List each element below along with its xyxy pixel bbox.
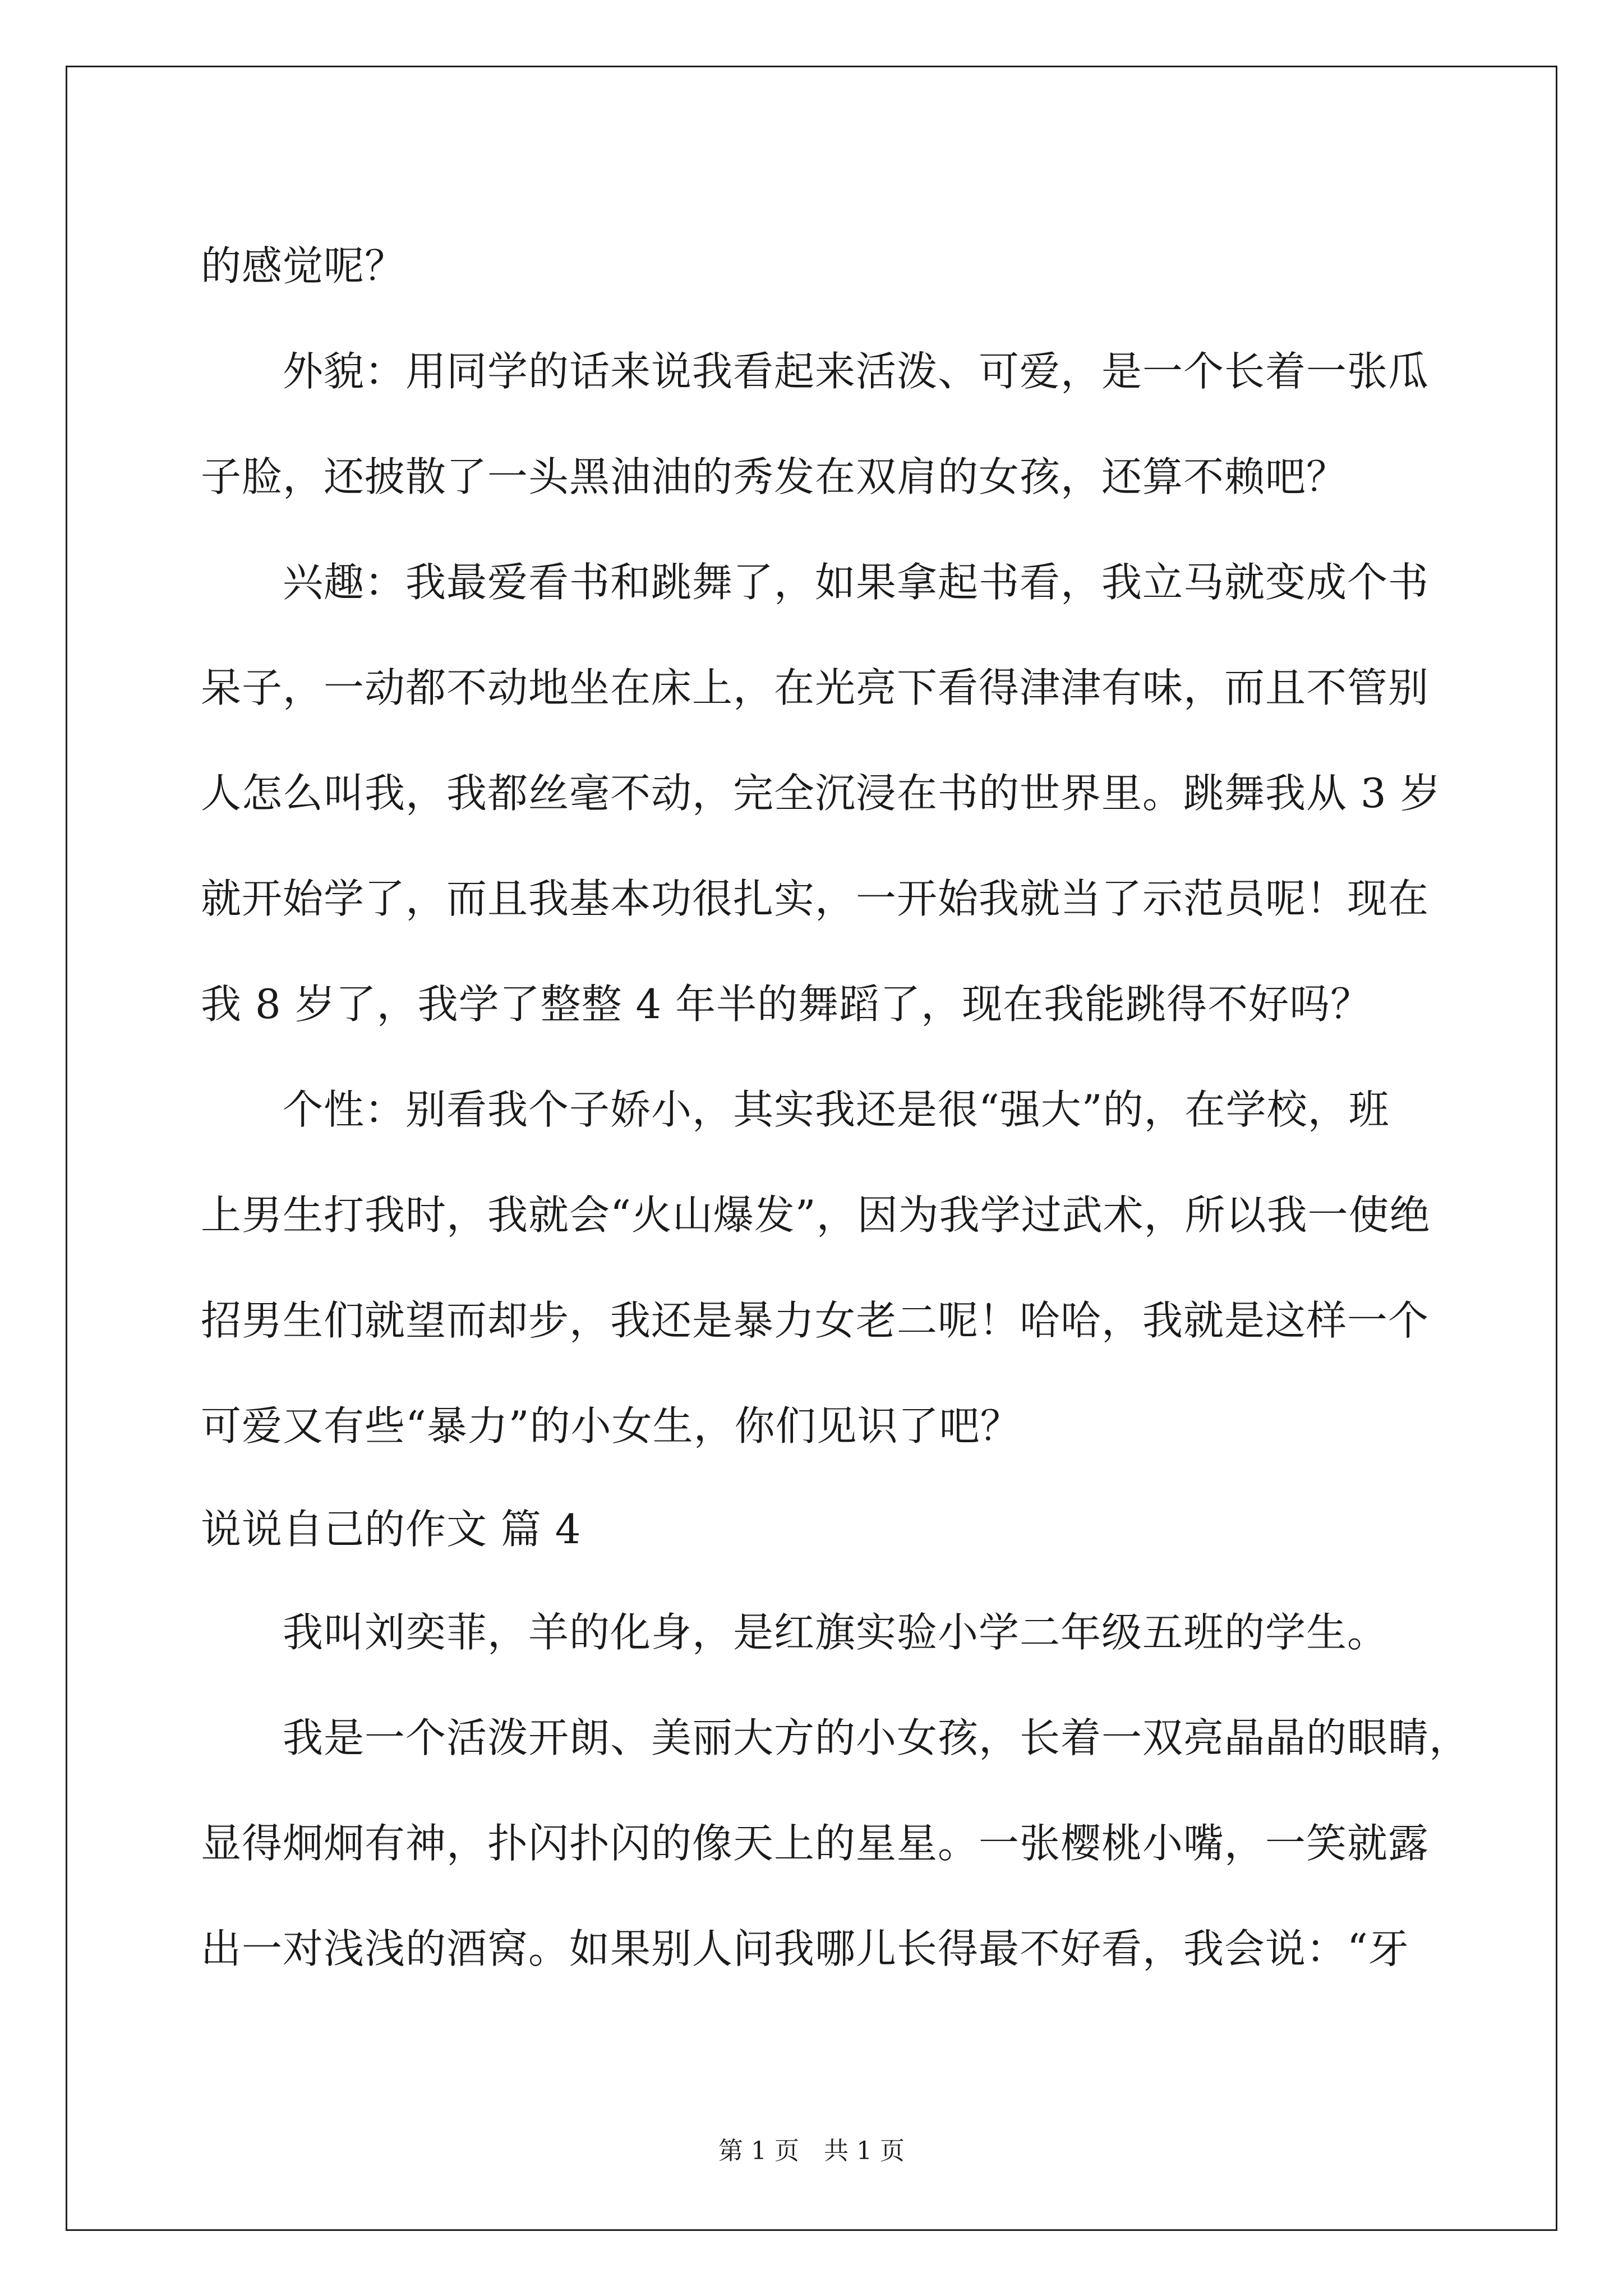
page-footer <box>0 2134 1623 2168</box>
text-line: 人怎么叫我，我都丝毫不动，完全沉浸在书的世界里。跳舞我从 3 岁 <box>201 770 1441 817</box>
text-line: 显得炯炯有神，扑闪扑闪的像天上的星星。一张樱桃小嘴，一笑就露 <box>201 1820 1430 1867</box>
text-line: 子脸，还披散了一头黑油油的秀发在双肩的女孩，还算不赖吧？ <box>201 453 1348 500</box>
text-line: 个性：别看我个子娇小，其实我还是很“强大”的，在学校，班 <box>283 1086 1390 1133</box>
page-number: 第 1 页 <box>718 2137 799 2165</box>
document-body <box>201 213 1470 2001</box>
text-line: 兴趣：我最爱看书和跳舞了，如果拿起书看，我立马就变成个书 <box>283 559 1430 606</box>
text-line: 外貌：用同学的话来说我看起来活泼、可爱，是一个长着一张瓜 <box>283 348 1430 395</box>
text-line: 我 8 岁了，我学了整整 4 年半的舞蹈了，现在我能跳得不好吗？ <box>201 981 1372 1028</box>
text-line: 我叫刘奕菲，羊的化身，是红旗实验小学二年级五班的学生。 <box>283 1609 1389 1656</box>
text-line: 招男生们就望而却步，我还是暴力女老二呢！哈哈，我就是这样一个 <box>201 1297 1430 1344</box>
text-line: 上男生打我时，我就会“火山爆发”，因为我学过武术，所以我一使绝 <box>201 1191 1431 1239</box>
text-line: 呆子，一动都不动地坐在床上，在光亮下看得津津有味，而且不管别 <box>201 664 1430 711</box>
text-line: 的感觉呢？ <box>201 242 406 289</box>
section-heading: 说说自己的作文 篇 4 <box>201 1506 582 1553</box>
page-total: 共 1 页 <box>824 2137 905 2165</box>
text-line: 可爱又有些“暴力”的小女生，你们见识了吧？ <box>201 1402 1021 1450</box>
text-line: 就开始学了，而且我基本功很扎实，一开始我就当了示范员呢！现在 <box>201 875 1430 922</box>
text-line: 我是一个活泼开朗、美丽大方的小女孩，长着一双亮晶晶的眼睛， <box>283 1714 1470 1761</box>
text-line: 出一对浅浅的酒窝。如果别人问我哪儿长得最不好看，我会说：“牙 <box>201 1925 1409 1972</box>
